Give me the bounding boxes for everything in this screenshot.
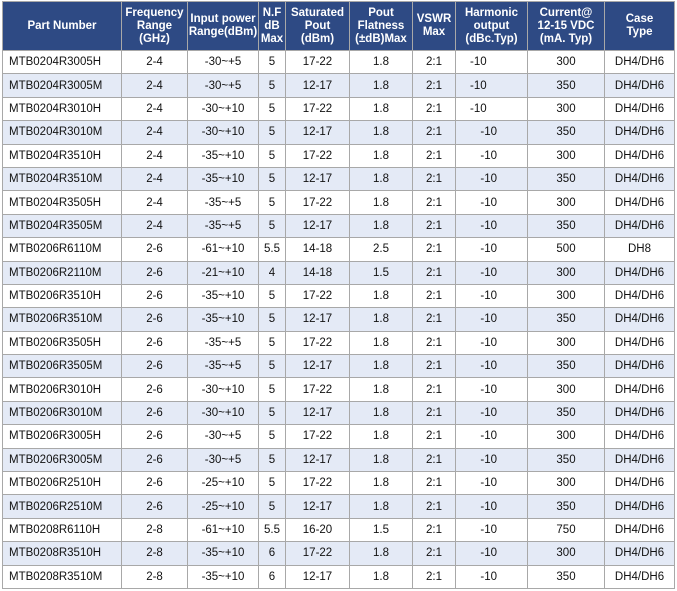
part-number-cell: MTB0206R2510M — [3, 495, 122, 518]
vswr-cell: 2:1 — [413, 355, 456, 378]
saturated-pout-cell: 17-22 — [286, 331, 350, 354]
part-number-cell: MTB0208R6110H — [3, 518, 122, 541]
pout-flatness-cell: 1.8 — [350, 214, 413, 237]
vswr-cell: 2:1 — [413, 191, 456, 214]
vswr-cell: 2:1 — [413, 448, 456, 471]
input-power-cell: -61~+10 — [188, 518, 259, 541]
part-number-cell: MTB0206R6110M — [3, 238, 122, 261]
frequency-range-cell: 2-4 — [122, 74, 188, 97]
pout-flatness-cell: 1.8 — [350, 144, 413, 167]
harmonic-output-cell: -10 — [456, 542, 528, 565]
input-power-cell: -35~+5 — [188, 214, 259, 237]
case-type-cell: DH4/DH6 — [605, 51, 675, 74]
pout-flatness-cell: 1.8 — [350, 51, 413, 74]
saturated-pout-cell: 17-22 — [286, 51, 350, 74]
noise-figure-cell: 5 — [259, 425, 286, 448]
vswr-cell: 2:1 — [413, 518, 456, 541]
table-row — [3, 121, 675, 144]
table-row — [3, 97, 675, 120]
harmonic-output-cell: -10 — [456, 191, 528, 214]
header-line: Frequency — [125, 6, 184, 19]
table-row — [3, 308, 675, 331]
header-line: Flatness — [357, 19, 405, 32]
table-body — [3, 51, 675, 589]
spec-table — [2, 1, 675, 589]
case-type-cell: DH4/DH6 — [605, 472, 675, 495]
table-row — [3, 565, 675, 588]
header-line: Pout — [304, 19, 331, 32]
part-number-cell: MTB0204R3010M — [3, 121, 122, 144]
noise-figure-cell: 5 — [259, 144, 286, 167]
vswr-cell: 2:1 — [413, 74, 456, 97]
frequency-range-cell: 2-8 — [122, 542, 188, 565]
current-cell: 350 — [528, 565, 605, 588]
frequency-range-cell: 2-6 — [122, 401, 188, 424]
harmonic-output-cell: -10 — [456, 425, 528, 448]
saturated-pout-cell: 17-22 — [286, 472, 350, 495]
part-number-cell: MTB0204R3005M — [3, 74, 122, 97]
saturated-pout-cell: 17-22 — [286, 378, 350, 401]
frequency-range-cell: 2-6 — [122, 238, 188, 261]
case-type-cell: DH4/DH6 — [605, 144, 675, 167]
part-number-cell: MTB0206R3010M — [3, 401, 122, 424]
current-cell: 300 — [528, 261, 605, 284]
table-row — [3, 448, 675, 471]
vswr-cell: 2:1 — [413, 401, 456, 424]
header-line: dB — [264, 19, 280, 32]
frequency-range-cell: 2-8 — [122, 565, 188, 588]
saturated-pout-cell: 14-18 — [286, 238, 350, 261]
harmonic-output-cell: -10 — [456, 238, 528, 261]
part-number-cell: MTB0206R2510H — [3, 472, 122, 495]
case-type-cell: DH4/DH6 — [605, 425, 675, 448]
saturated-pout-cell: 14-18 — [286, 261, 350, 284]
part-number-cell: MTB0204R3510H — [3, 144, 122, 167]
saturated-pout-cell: 12-17 — [286, 167, 350, 190]
table-row — [3, 284, 675, 307]
pout-flatness-cell: 1.5 — [350, 261, 413, 284]
header-line: N.F — [262, 6, 282, 19]
case-type-cell: DH4/DH6 — [605, 191, 675, 214]
part-number-cell: MTB0208R3510H — [3, 542, 122, 565]
harmonic-output-cell: -10 — [456, 401, 528, 424]
col-header-input-power — [188, 2, 259, 51]
frequency-range-cell: 2-6 — [122, 378, 188, 401]
current-cell: 750 — [528, 518, 605, 541]
vswr-cell: 2:1 — [413, 284, 456, 307]
saturated-pout-cell: 12-17 — [286, 121, 350, 144]
vswr-cell: 2:1 — [413, 565, 456, 588]
input-power-cell: -21~+10 — [188, 261, 259, 284]
header-line: 12-15 VDC — [537, 19, 595, 32]
saturated-pout-cell: 12-17 — [286, 74, 350, 97]
part-number-cell: MTB0206R3005M — [3, 448, 122, 471]
case-type-cell: DH4/DH6 — [605, 401, 675, 424]
table-row — [3, 518, 675, 541]
header-line: Case — [625, 13, 654, 25]
table-row — [3, 74, 675, 97]
part-number-cell: MTB0206R3505H — [3, 331, 122, 354]
current-cell: 300 — [528, 284, 605, 307]
noise-figure-cell: 4 — [259, 261, 286, 284]
saturated-pout-cell: 16-20 — [286, 518, 350, 541]
case-type-cell: DH4/DH6 — [605, 495, 675, 518]
frequency-range-cell: 2-6 — [122, 472, 188, 495]
saturated-pout-cell: 17-22 — [286, 191, 350, 214]
pout-flatness-cell: 1.8 — [350, 565, 413, 588]
pout-flatness-cell: 1.8 — [350, 74, 413, 97]
input-power-cell: -25~+10 — [188, 472, 259, 495]
case-type-cell: DH4/DH6 — [605, 97, 675, 120]
harmonic-output-cell: -10 — [456, 121, 528, 144]
pout-flatness-cell: 1.8 — [350, 167, 413, 190]
table-row — [3, 214, 675, 237]
table-row — [3, 542, 675, 565]
input-power-cell: -35~+5 — [188, 355, 259, 378]
noise-figure-cell: 5 — [259, 355, 286, 378]
pout-flatness-cell: 1.8 — [350, 542, 413, 565]
pout-flatness-cell: 1.8 — [350, 355, 413, 378]
noise-figure-cell: 5 — [259, 74, 286, 97]
current-cell: 300 — [528, 191, 605, 214]
frequency-range-cell: 2-4 — [122, 121, 188, 144]
frequency-range-cell: 2-4 — [122, 167, 188, 190]
current-cell: 350 — [528, 167, 605, 190]
table-row — [3, 191, 675, 214]
col-header-harmonic-output — [456, 2, 528, 51]
current-cell: 300 — [528, 51, 605, 74]
case-type-cell: DH4/DH6 — [605, 284, 675, 307]
header-line: Max — [260, 32, 284, 45]
case-type-cell: DH4/DH6 — [605, 448, 675, 471]
harmonic-output-cell: -10 — [456, 378, 528, 401]
case-type-cell: DH4/DH6 — [605, 74, 675, 97]
noise-figure-cell: 5 — [259, 448, 286, 471]
table-row — [3, 238, 675, 261]
frequency-range-cell: 2-6 — [122, 425, 188, 448]
table-row — [3, 331, 675, 354]
noise-figure-cell: 5 — [259, 308, 286, 331]
saturated-pout-cell: 12-17 — [286, 448, 350, 471]
vswr-cell: 2:1 — [413, 121, 456, 144]
col-header-case-type — [605, 2, 675, 51]
header-line: Range — [136, 19, 173, 32]
noise-figure-cell: 5 — [259, 472, 286, 495]
pout-flatness-cell: 1.8 — [350, 448, 413, 471]
frequency-range-cell: 2-4 — [122, 191, 188, 214]
input-power-cell: -35~+10 — [188, 565, 259, 588]
table-row — [3, 167, 675, 190]
input-power-cell: -30~+10 — [188, 121, 259, 144]
noise-figure-cell: 5 — [259, 97, 286, 120]
input-power-cell: -30~+5 — [188, 51, 259, 74]
pout-flatness-cell: 1.8 — [350, 378, 413, 401]
header-line: Harmonic — [464, 6, 519, 19]
current-cell: 300 — [528, 97, 605, 120]
part-number-cell: MTB0204R3505H — [3, 191, 122, 214]
input-power-cell: -35~+5 — [188, 331, 259, 354]
saturated-pout-cell: 17-22 — [286, 425, 350, 448]
case-type-cell: DH4/DH6 — [605, 121, 675, 144]
pout-flatness-cell: 1.8 — [350, 425, 413, 448]
input-power-cell: -35~+10 — [188, 144, 259, 167]
current-cell: 300 — [528, 425, 605, 448]
header-line: Current@ — [539, 6, 593, 19]
pout-flatness-cell: 1.8 — [350, 121, 413, 144]
table-row — [3, 401, 675, 424]
input-power-cell: -35~+5 — [188, 191, 259, 214]
pout-flatness-cell: 1.8 — [350, 472, 413, 495]
harmonic-output-cell: -10 — [456, 144, 528, 167]
table-row — [3, 144, 675, 167]
harmonic-output-cell: -10 — [456, 448, 528, 471]
saturated-pout-cell: 17-22 — [286, 144, 350, 167]
saturated-pout-cell: 12-17 — [286, 308, 350, 331]
input-power-cell: -35~+10 — [188, 284, 259, 307]
current-cell: 350 — [528, 495, 605, 518]
input-power-cell: -30~+10 — [188, 378, 259, 401]
noise-figure-cell: 5 — [259, 51, 286, 74]
noise-figure-cell: 6 — [259, 565, 286, 588]
table-row — [3, 355, 675, 378]
part-number-cell: MTB0204R3010H — [3, 97, 122, 120]
part-number-cell: MTB0206R3510H — [3, 284, 122, 307]
header-line: output — [473, 19, 510, 32]
part-number-cell: MTB0206R3510M — [3, 308, 122, 331]
harmonic-output-cell: -10 — [456, 51, 528, 74]
header-line: Type — [626, 26, 653, 38]
saturated-pout-cell: 17-22 — [286, 97, 350, 120]
header-line: Range(dBm) — [188, 26, 258, 38]
noise-figure-cell: 5 — [259, 284, 286, 307]
noise-figure-cell: 5 — [259, 121, 286, 144]
frequency-range-cell: 2-6 — [122, 308, 188, 331]
table-row — [3, 51, 675, 74]
vswr-cell: 2:1 — [413, 214, 456, 237]
noise-figure-cell: 5 — [259, 214, 286, 237]
case-type-cell: DH4/DH6 — [605, 378, 675, 401]
noise-figure-cell: 5.5 — [259, 518, 286, 541]
frequency-range-cell: 2-6 — [122, 284, 188, 307]
harmonic-output-cell: -10 — [456, 308, 528, 331]
input-power-cell: -35~+10 — [188, 167, 259, 190]
noise-figure-cell: 6 — [259, 542, 286, 565]
header-line: (dBc.Typ) — [465, 32, 518, 45]
vswr-cell: 2:1 — [413, 97, 456, 120]
col-header-frequency-range — [122, 2, 188, 51]
saturated-pout-cell: 12-17 — [286, 565, 350, 588]
table-row — [3, 495, 675, 518]
part-number-cell: MTB0204R3505M — [3, 214, 122, 237]
case-type-cell: DH4/DH6 — [605, 308, 675, 331]
input-power-cell: -61~+10 — [188, 238, 259, 261]
frequency-range-cell: 2-6 — [122, 331, 188, 354]
header-line: VSWR — [416, 13, 452, 25]
case-type-cell: DH4/DH6 — [605, 214, 675, 237]
current-cell: 300 — [528, 331, 605, 354]
part-number-cell: MTB0206R3505M — [3, 355, 122, 378]
col-header-saturated-pout — [286, 2, 350, 51]
vswr-cell: 2:1 — [413, 144, 456, 167]
harmonic-output-cell: -10 — [456, 214, 528, 237]
part-number-cell: MTB0206R3010H — [3, 378, 122, 401]
col-header-vswr — [413, 2, 456, 51]
part-number-cell: MTB0204R3510M — [3, 167, 122, 190]
noise-figure-cell: 5 — [259, 495, 286, 518]
vswr-cell: 2:1 — [413, 167, 456, 190]
frequency-range-cell: 2-8 — [122, 518, 188, 541]
pout-flatness-cell: 2.5 — [350, 238, 413, 261]
noise-figure-cell: 5.5 — [259, 238, 286, 261]
table-row — [3, 425, 675, 448]
harmonic-output-cell: -10 — [456, 518, 528, 541]
harmonic-output-cell: -10 — [456, 261, 528, 284]
current-cell: 350 — [528, 448, 605, 471]
col-header-current — [528, 2, 605, 51]
case-type-cell: DH4/DH6 — [605, 542, 675, 565]
harmonic-output-cell: -10 — [456, 355, 528, 378]
pout-flatness-cell: 1.8 — [350, 284, 413, 307]
case-type-cell: DH4/DH6 — [605, 565, 675, 588]
vswr-cell: 2:1 — [413, 331, 456, 354]
table-row — [3, 472, 675, 495]
pout-flatness-cell: 1.8 — [350, 97, 413, 120]
current-cell: 350 — [528, 121, 605, 144]
harmonic-output-cell: -10 — [456, 495, 528, 518]
saturated-pout-cell: 12-17 — [286, 495, 350, 518]
saturated-pout-cell: 17-22 — [286, 284, 350, 307]
case-type-cell: DH4/DH6 — [605, 331, 675, 354]
header-line: (±dB)Max — [355, 32, 407, 45]
pout-flatness-cell: 1.8 — [350, 401, 413, 424]
input-power-cell: -30~+10 — [188, 401, 259, 424]
input-power-cell: -30~+5 — [188, 448, 259, 471]
header-line: (mA. Typ) — [539, 32, 593, 45]
saturated-pout-cell: 17-22 — [286, 542, 350, 565]
vswr-cell: 2:1 — [413, 472, 456, 495]
pout-flatness-cell: 1.8 — [350, 495, 413, 518]
case-type-cell: DH8 — [605, 238, 675, 261]
saturated-pout-cell: 12-17 — [286, 401, 350, 424]
part-number-cell: MTB0204R3005H — [3, 51, 122, 74]
harmonic-output-cell: -10 — [456, 331, 528, 354]
header-row — [3, 2, 675, 51]
header-line: (GHz) — [139, 32, 170, 45]
pout-flatness-cell: 1.8 — [350, 308, 413, 331]
col-header-part-number — [3, 2, 122, 51]
harmonic-output-cell: -10 — [456, 167, 528, 190]
vswr-cell: 2:1 — [413, 542, 456, 565]
frequency-range-cell: 2-6 — [122, 355, 188, 378]
vswr-cell: 2:1 — [413, 378, 456, 401]
frequency-range-cell: 2-6 — [122, 495, 188, 518]
header-line: Saturated — [290, 6, 345, 19]
current-cell: 500 — [528, 238, 605, 261]
pout-flatness-cell: 1.8 — [350, 331, 413, 354]
input-power-cell: -35~+10 — [188, 308, 259, 331]
case-type-cell: DH4/DH6 — [605, 355, 675, 378]
harmonic-output-cell: -10 — [456, 74, 528, 97]
noise-figure-cell: 5 — [259, 401, 286, 424]
header-line: Part Number — [27, 19, 97, 32]
current-cell: 350 — [528, 401, 605, 424]
vswr-cell: 2:1 — [413, 495, 456, 518]
noise-figure-cell: 5 — [259, 191, 286, 214]
header-line: (dBm) — [300, 32, 335, 45]
saturated-pout-cell: 12-17 — [286, 355, 350, 378]
col-header-noise-figure — [259, 2, 286, 51]
part-number-cell: MTB0206R3005H — [3, 425, 122, 448]
vswr-cell: 2:1 — [413, 308, 456, 331]
harmonic-output-cell: -10 — [456, 565, 528, 588]
input-power-cell: -30~+5 — [188, 74, 259, 97]
header-line: Max — [422, 26, 446, 38]
current-cell: 350 — [528, 214, 605, 237]
case-type-cell: DH4/DH6 — [605, 518, 675, 541]
noise-figure-cell: 5 — [259, 331, 286, 354]
part-number-cell: MTB0208R3510M — [3, 565, 122, 588]
header-line: Pout — [368, 6, 394, 19]
pout-flatness-cell: 1.5 — [350, 518, 413, 541]
case-type-cell: DH4/DH6 — [605, 167, 675, 190]
harmonic-output-cell: -10 — [456, 284, 528, 307]
frequency-range-cell: 2-6 — [122, 261, 188, 284]
noise-figure-cell: 5 — [259, 378, 286, 401]
current-cell: 300 — [528, 378, 605, 401]
case-type-cell: DH4/DH6 — [605, 261, 675, 284]
current-cell: 300 — [528, 542, 605, 565]
vswr-cell: 2:1 — [413, 425, 456, 448]
part-number-cell: MTB0206R2110M — [3, 261, 122, 284]
current-cell: 300 — [528, 144, 605, 167]
frequency-range-cell: 2-4 — [122, 144, 188, 167]
current-cell: 300 — [528, 472, 605, 495]
input-power-cell: -25~+10 — [188, 495, 259, 518]
table-row — [3, 261, 675, 284]
pout-flatness-cell: 1.8 — [350, 191, 413, 214]
saturated-pout-cell: 12-17 — [286, 214, 350, 237]
harmonic-output-cell: -10 — [456, 97, 528, 120]
header-line: Input power — [190, 13, 256, 25]
input-power-cell: -35~+10 — [188, 542, 259, 565]
frequency-range-cell: 2-4 — [122, 97, 188, 120]
input-power-cell: -30~+5 — [188, 425, 259, 448]
harmonic-output-cell: -10 — [456, 472, 528, 495]
vswr-cell: 2:1 — [413, 51, 456, 74]
frequency-range-cell: 2-6 — [122, 448, 188, 471]
noise-figure-cell: 5 — [259, 167, 286, 190]
frequency-range-cell: 2-4 — [122, 214, 188, 237]
current-cell: 350 — [528, 355, 605, 378]
current-cell: 350 — [528, 74, 605, 97]
input-power-cell: -30~+10 — [188, 97, 259, 120]
vswr-cell: 2:1 — [413, 261, 456, 284]
current-cell: 350 — [528, 308, 605, 331]
col-header-pout-flatness — [350, 2, 413, 51]
table-row — [3, 378, 675, 401]
frequency-range-cell: 2-4 — [122, 51, 188, 74]
vswr-cell: 2:1 — [413, 238, 456, 261]
